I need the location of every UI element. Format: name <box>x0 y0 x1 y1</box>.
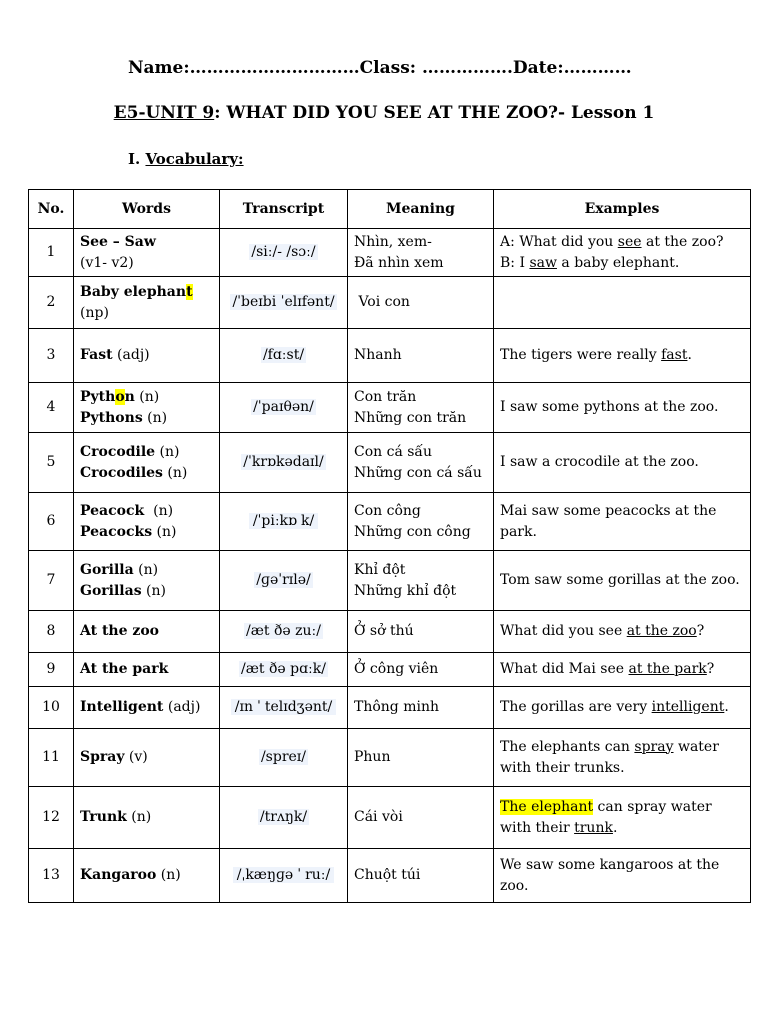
word: Intelligent <box>80 699 164 715</box>
meaning-cell <box>348 229 494 277</box>
word: At the zoo <box>80 623 160 639</box>
row-number: 8 <box>29 611 74 653</box>
word-type: (adj) <box>112 347 150 363</box>
example-cell <box>494 687 751 729</box>
example-text: B: I <box>500 254 530 271</box>
row-number: 12 <box>29 787 74 849</box>
word-type: (np) <box>80 304 109 321</box>
transcript-cell <box>220 229 348 277</box>
meaning-cell <box>348 653 494 687</box>
word-type: (n) <box>152 523 177 540</box>
transcript: /ɡəˈrɪlə/ <box>256 572 311 588</box>
word: Baby elephan <box>80 283 187 300</box>
word: Gorillas <box>80 582 142 599</box>
table-row <box>29 787 751 849</box>
meaning-cell <box>348 729 494 787</box>
transcript: /ˈpiːkɒ <box>252 513 297 529</box>
meaning-line: Con cá sấu <box>354 443 433 460</box>
transcript-cell <box>220 383 348 433</box>
word-cell <box>74 611 220 653</box>
word-cell <box>74 493 220 551</box>
example-cell: I saw a crocodile at the zoo. <box>494 433 751 493</box>
word: Spray <box>80 749 125 765</box>
example-cell <box>494 277 751 329</box>
example-cell <box>494 653 751 687</box>
transcript: /siː/- /sɔː/ <box>251 244 316 260</box>
transcript-highlight: ˈ <box>256 699 261 715</box>
row-number: 7 <box>29 551 74 611</box>
table-row <box>29 383 751 433</box>
word-type: (n) <box>133 561 159 578</box>
table-row <box>29 277 751 329</box>
meaning-cell <box>348 329 494 383</box>
word: Pythons <box>80 409 143 426</box>
meaning-line: Khỉ đột <box>354 561 406 578</box>
transcript-cell <box>220 653 348 687</box>
example-text: . <box>724 699 729 715</box>
meaning-cell <box>348 787 494 849</box>
word-cell <box>74 551 220 611</box>
meaning-line: Ở công viên <box>354 661 439 677</box>
header-meaning: Meaning <box>348 190 494 229</box>
table-header-row <box>29 190 751 229</box>
example-text: ? <box>696 623 705 639</box>
table-row <box>29 551 751 611</box>
meaning-cell <box>348 551 494 611</box>
meaning-line: Chuột túi <box>354 867 421 883</box>
example-cell <box>494 729 751 787</box>
example-underlined: fast <box>661 347 688 363</box>
table-row <box>29 493 751 551</box>
transcript-cell <box>220 433 348 493</box>
transcript-cell <box>220 787 348 849</box>
example-text: . <box>612 819 618 836</box>
example-cell <box>494 787 751 849</box>
example-text: The gorillas are very <box>500 699 652 715</box>
example-underlined: trunk <box>574 819 613 836</box>
example-cell <box>494 229 751 277</box>
transcript: telɪdʒənt/ <box>264 699 333 715</box>
meaning-line: Nhanh <box>354 347 402 363</box>
section-number: I. <box>128 150 146 168</box>
word: Peacock <box>80 502 145 519</box>
transcript-cell <box>220 551 348 611</box>
example-cell: Tom saw some gorillas at the zoo. <box>494 551 751 611</box>
meaning-cell <box>348 277 494 329</box>
word-highlight: t <box>186 283 193 300</box>
example-text: a baby elephant. <box>556 254 680 271</box>
word-cell <box>74 383 220 433</box>
example-text: . <box>687 347 692 363</box>
example-underlined: at the park <box>628 661 707 677</box>
word-type: (n) <box>155 443 180 460</box>
row-number: 4 <box>29 383 74 433</box>
meaning-line: Đã nhìn xem <box>354 254 444 271</box>
word-cell <box>74 433 220 493</box>
worksheet-title <box>0 103 768 123</box>
row-number: 5 <box>29 433 74 493</box>
word-type: (n) <box>162 464 188 481</box>
transcript: /ˈbeɪbi ˈelɪfənt/ <box>232 294 335 310</box>
word-type: (n) <box>142 409 168 426</box>
meaning-cell <box>348 383 494 433</box>
unit-label: E5-UNIT 9 <box>113 103 215 123</box>
word-type: (n) <box>156 867 181 883</box>
example-underlined: saw <box>529 254 557 271</box>
example-text: can spray water with their <box>500 798 712 836</box>
example-highlight: The elephant <box>500 798 594 815</box>
row-number: 10 <box>29 687 74 729</box>
word-cell <box>74 787 220 849</box>
transcript: /æt ðə pɑːk/ <box>241 661 326 677</box>
example-text: What did Mai see <box>500 661 629 677</box>
word-type: (v1- v2) <box>80 254 134 271</box>
meaning-cell <box>348 687 494 729</box>
row-number: 1 <box>29 229 74 277</box>
table-row <box>29 653 751 687</box>
example-cell: We saw some kangaroos at the zoo. <box>494 849 751 903</box>
transcript-cell <box>220 687 348 729</box>
meaning-line: Cái vòi <box>354 809 403 825</box>
transcript: /ˌkæŋɡə <box>236 867 294 883</box>
meaning-cell <box>348 611 494 653</box>
word-cell <box>74 277 220 329</box>
word: Pyth <box>80 388 116 405</box>
transcript-cell <box>220 329 348 383</box>
meaning-cell <box>348 493 494 551</box>
meaning-cell <box>348 849 494 903</box>
word: Crocodiles <box>80 464 163 481</box>
example-text: at the zoo? <box>641 233 724 250</box>
example-text: The tigers were really <box>500 347 662 363</box>
student-info-line: Name:…………………………Class: …………….Date:………… <box>128 58 632 78</box>
example-text: What did you see <box>500 623 627 639</box>
transcript-highlight: k/ <box>300 513 315 529</box>
header-no: No. <box>29 190 74 229</box>
header-examples: Examples <box>494 190 751 229</box>
transcript-cell <box>220 493 348 551</box>
vocabulary-table <box>28 189 751 903</box>
row-number: 6 <box>29 493 74 551</box>
transcript-cell <box>220 277 348 329</box>
word: Crocodile <box>80 443 156 460</box>
example-text: A: What did you <box>500 233 618 250</box>
word: n <box>124 388 135 405</box>
row-number: 3 <box>29 329 74 383</box>
section-heading <box>128 150 244 168</box>
transcript: ruː/ <box>305 867 331 883</box>
transcript-cell <box>220 729 348 787</box>
transcript: /ɪn <box>234 699 253 715</box>
table-row <box>29 229 751 277</box>
example-cell <box>494 329 751 383</box>
header-words: Words <box>74 190 220 229</box>
word-type: (adj) <box>163 699 201 715</box>
word-cell <box>74 653 220 687</box>
table-row <box>29 687 751 729</box>
meaning-line: Những con công <box>354 523 471 540</box>
table-row <box>29 611 751 653</box>
meaning-line: Những khỉ đột <box>354 582 457 599</box>
example-underlined: intelligent <box>651 699 725 715</box>
transcript-highlight: ˈ <box>297 867 302 883</box>
transcript-cell <box>220 849 348 903</box>
word-cell <box>74 687 220 729</box>
word-cell <box>74 229 220 277</box>
table-row <box>29 729 751 787</box>
header-transcript: Transcript <box>220 190 348 229</box>
meaning-line: Voi con <box>354 294 410 310</box>
meaning-line: Con công <box>354 502 421 519</box>
example-underlined: at the zoo <box>626 623 697 639</box>
row-number: 13 <box>29 849 74 903</box>
row-number: 11 <box>29 729 74 787</box>
word-type: (n) <box>126 809 152 825</box>
word: At the park <box>80 661 169 677</box>
word-cell <box>74 849 220 903</box>
word: Peacocks <box>80 523 153 540</box>
meaning-cell <box>348 433 494 493</box>
example-underlined: spray <box>634 738 674 755</box>
title-text: : WHAT DID YOU SEE AT THE ZOO?- Lesson 1 <box>214 103 655 123</box>
row-number: 9 <box>29 653 74 687</box>
meaning-line: Những con cá sấu <box>354 464 482 481</box>
transcript: /fɑːst/ <box>262 347 305 363</box>
example-text: water with their trunks. <box>500 738 719 776</box>
transcript-cell <box>220 611 348 653</box>
meaning-line: Thông minh <box>354 699 439 715</box>
word: Gorilla <box>80 561 134 578</box>
word: Trunk <box>80 809 127 825</box>
example-underlined: see <box>617 233 642 250</box>
row-number: 2 <box>29 277 74 329</box>
word-cell <box>74 329 220 383</box>
transcript: /ˈkrɒkədaɪl/ <box>243 454 324 470</box>
table-row <box>29 329 751 383</box>
example-cell <box>494 611 751 653</box>
section-label: Vocabulary: <box>145 150 244 168</box>
word-type: (n) <box>134 388 160 405</box>
word-highlight: o <box>115 388 125 405</box>
meaning-line: Phun <box>354 749 391 765</box>
transcript: /spreɪ/ <box>260 749 307 765</box>
meaning-line: Con trăn <box>354 388 417 405</box>
meaning-line: Nhìn, xem- <box>354 233 432 250</box>
word-type: (v) <box>124 749 148 765</box>
transcript: /trʌŋk/ <box>259 809 308 825</box>
table-row <box>29 849 751 903</box>
word-cell <box>74 729 220 787</box>
word: Fast <box>80 347 113 363</box>
example-text: The elephants can <box>500 738 635 755</box>
word-type: (n) <box>141 582 166 599</box>
example-cell: I saw some pythons at the zoo. <box>494 383 751 433</box>
table-row <box>29 433 751 493</box>
transcript: /æt ðə zuː/ <box>246 623 321 639</box>
example-cell: Mai saw some peacocks at the park. <box>494 493 751 551</box>
word: See – Saw <box>80 233 156 250</box>
example-text: ? <box>706 661 715 677</box>
word: Kangaroo <box>80 867 157 883</box>
word-type: (n) <box>144 502 174 519</box>
meaning-line: Những con trăn <box>354 409 467 426</box>
meaning-line: Ở sở thú <box>354 623 414 639</box>
transcript: /ˈpaɪθən/ <box>253 399 314 415</box>
